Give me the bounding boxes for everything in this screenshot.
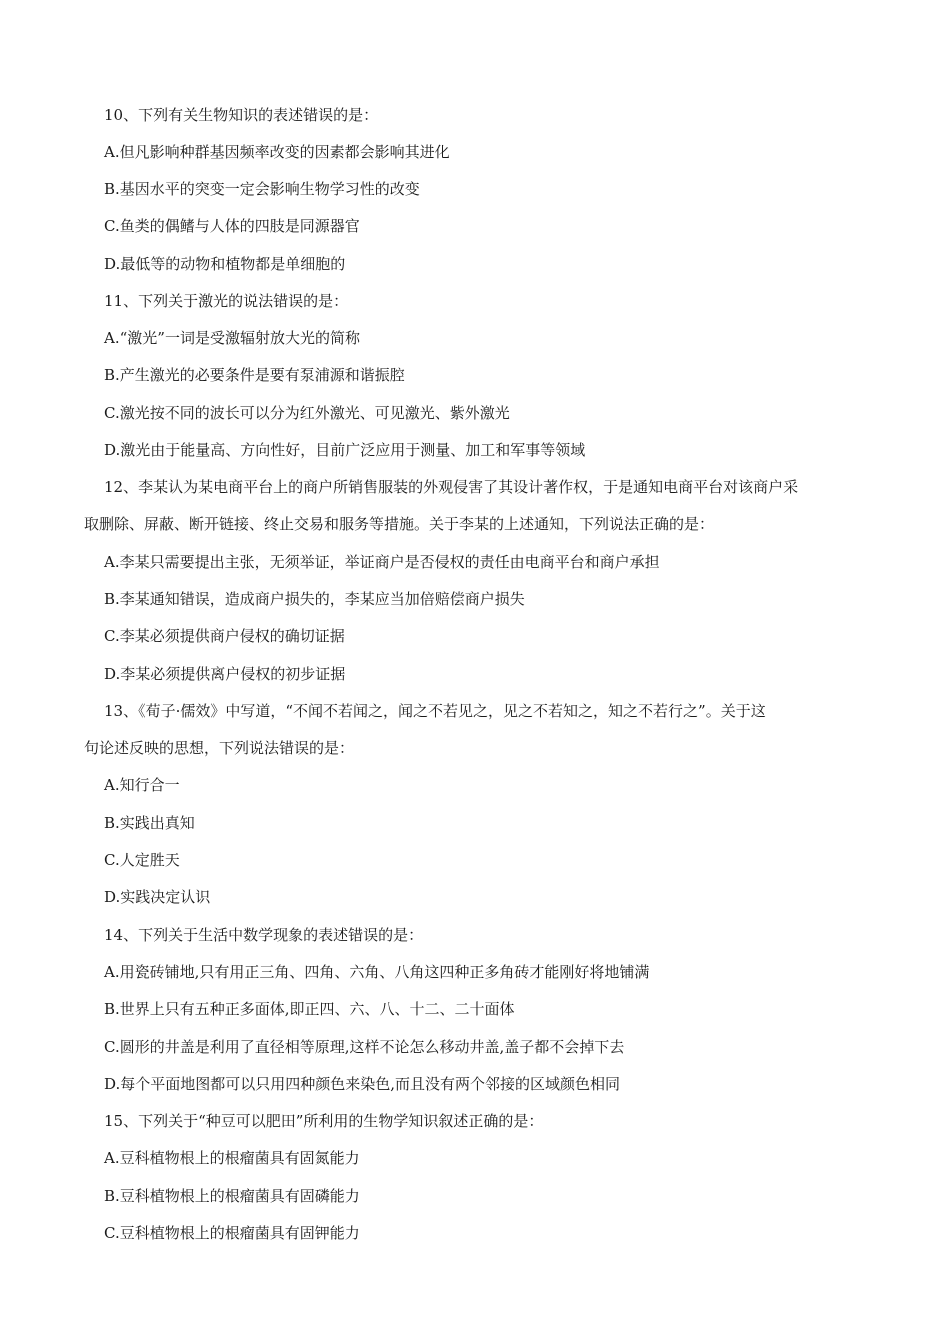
question-12-option-c: C.李某必须提供商户侵权的确切证据	[104, 627, 345, 645]
question-13-option-a: A.知行合一	[104, 776, 180, 794]
question-12-stem-line1: 12、李某认为某电商平台上的商户所销售服装的外观侵害了其设计著作权，于是通知电商平台对该商户采	[104, 478, 799, 496]
question-15-option-a: A.豆科植物根上的根瘤菌具有固氮能力	[104, 1149, 360, 1167]
question-10-option-c: C.鱼类的偶鳍与人体的四肢是同源器官	[104, 217, 360, 235]
question-12-option-b: B.李某通知错误，造成商户损失的，李某应当加倍赔偿商户损失	[104, 590, 525, 608]
question-14-option-c: C.圆形的井盖是利用了直径相等原理,这样不论怎么移动井盖,盖子都不会掉下去	[104, 1038, 625, 1056]
question-12-option-d: D.李某必须提供离户侵权的初步证据	[104, 665, 346, 683]
question-15-option-b: B.豆科植物根上的根瘤菌具有固磷能力	[104, 1187, 360, 1205]
question-13-stem-line2: 句论述反映的思想，下列说法错误的是：	[84, 739, 355, 757]
question-12-option-a: A.李某只需要提出主张，无须举证，举证商户是否侵权的责任由电商平台和商户承担	[104, 553, 660, 571]
question-11-stem: 11、下列关于激光的说法错误的是：	[104, 292, 349, 310]
question-10-stem: 10、下列有关生物知识的表述错误的是：	[104, 106, 379, 124]
question-11-option-c: C.激光按不同的波长可以分为红外激光、可见激光、紫外激光	[104, 404, 510, 422]
question-10-option-a: A.但凡影响种群基因频率改变的因素都会影响其进化	[104, 143, 450, 161]
question-13-option-c: C.人定胜天	[104, 851, 180, 869]
question-11-option-a: A.“激光”一词是受激辐射放大光的简称	[104, 329, 360, 347]
question-13-option-b: B.实践出真知	[104, 814, 195, 832]
question-12-stem-line2: 取删除、屏蔽、断开链接、终止交易和服务等措施。关于李某的上述通知，下列说法正确的是：	[84, 515, 715, 533]
question-14-option-d: D.每个平面地图都可以只用四种颜色来染色,而且没有两个邻接的区域颜色相同	[104, 1075, 621, 1093]
question-13-stem-line1: 13、《荀子·儒效》中写道，“不闻不若闻之，闻之不若见之，见之不若知之，知之不若行之”。关于这	[104, 702, 766, 720]
question-11-option-d: D.激光由于能量高、方向性好，目前广泛应用于测量、加工和军事等领域	[104, 441, 586, 459]
question-10-option-d: D.最低等的动物和植物都是单细胞的	[104, 255, 346, 273]
question-11-option-b: B.产生激光的必要条件是要有泵浦源和谐振腔	[104, 366, 405, 384]
question-15-stem: 15、下列关于“种豆可以肥田”所利用的生物学知识叙述正确的是：	[104, 1112, 544, 1130]
question-14-stem: 14、下列关于生活中数学现象的表述错误的是：	[104, 926, 424, 944]
question-10-option-b: B.基因水平的突变一定会影响生物学习性的改变	[104, 180, 420, 198]
question-13-option-d: D.实践决定认识	[104, 888, 211, 906]
question-14-option-b: B.世界上只有五种正多面体,即正四、六、八、十二、二十面体	[104, 1000, 515, 1018]
question-14-option-a: A.用瓷砖铺地,只有用正三角、四角、六角、八角这四种正多角砖才能刚好将地铺满	[104, 963, 650, 981]
question-15-option-c: C.豆科植物根上的根瘤菌具有固钾能力	[104, 1224, 360, 1242]
